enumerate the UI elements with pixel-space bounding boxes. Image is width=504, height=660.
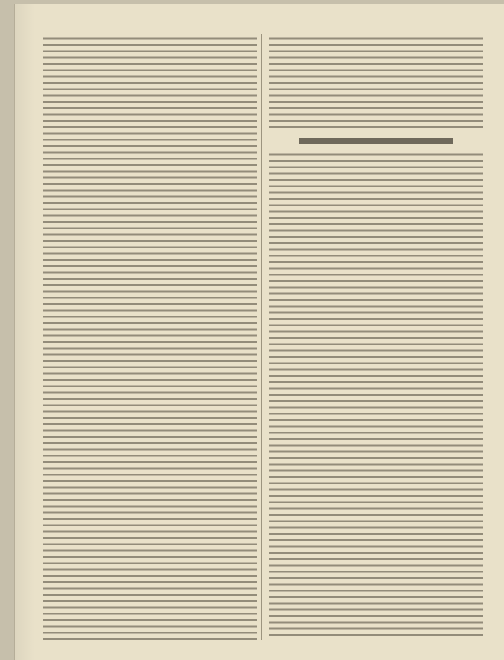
column-divider xyxy=(261,34,262,640)
page-number xyxy=(15,18,504,29)
illegible-text-lines xyxy=(43,36,257,640)
left-text-column xyxy=(43,36,257,640)
illegible-text-lines xyxy=(269,36,483,130)
illegible-text-lines xyxy=(269,152,483,640)
section-heading xyxy=(269,136,483,146)
right-text-column xyxy=(269,36,483,640)
book-page xyxy=(14,4,504,660)
